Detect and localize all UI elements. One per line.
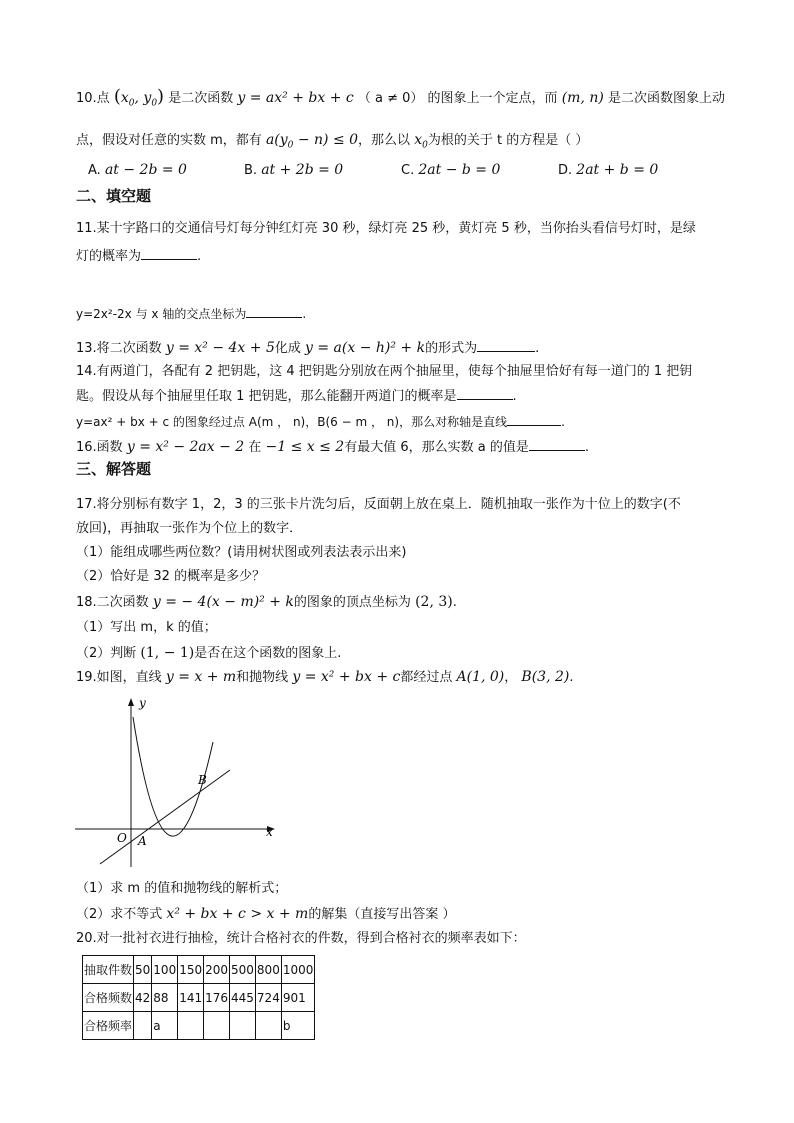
section-fill-in-title: 二、填空题 <box>76 187 152 205</box>
q17-part2: （2）恰好是 32 的概率是多少？ <box>76 569 266 584</box>
q17-line1: 17.将分别标有数字 1，2，3 的三张卡片洗匀后，反面朝上放在桌上．随机抽取一张作为十位上的数字(不 <box>76 497 681 512</box>
answer-blank[interactable] <box>457 386 513 400</box>
q19-figure <box>70 692 285 872</box>
q16-line: 16.函数 y = x² − 2ax − 2 在 −1 ≤ x ≤ 2有最大值 6，那么实数 a 的值是 . <box>76 439 589 455</box>
q10-line1: 10.点 ($x_0$, $y_0$) 是二次函数 y = ax² + bx + c （ a ≠ 0） 的图象上一个定点，而 (m, n) 是二次函数图象上动 <box>76 86 725 109</box>
q10-line2: 点，假设对任意的实数 m，都有 $a(y_0 - n) \le 0$，那么以 $x_0$为根的关于 t 的方程是（ ） <box>76 132 589 151</box>
answer-blank[interactable] <box>246 304 302 318</box>
answer-blank[interactable] <box>141 246 197 260</box>
q10-option-d: D. 2at + b = 0 <box>558 162 659 178</box>
table-row: 合格频数 42 88 141 176 445 724 901 <box>83 984 315 1012</box>
q18-part1: （1）写出 m，k 的值； <box>76 620 217 635</box>
q17-line2: 放回)，再抽取一张作为个位上的数字． <box>76 521 303 536</box>
q11-line1: 11.某十字路口的交通信号灯每分钟红灯亮 30 秒，绿灯亮 25 秒，黄灯亮 5 秒，当你抬头看信号灯时，是绿 <box>76 221 696 236</box>
line-curve <box>100 770 230 864</box>
q11-line2: 灯的概率为 . <box>76 246 201 266</box>
q18-part2: （2）判断 (1, − 1)是否在这个函数的图象上. <box>76 645 342 661</box>
q19-part1: （1）求 m 的值和抛物线的解析式； <box>76 881 288 896</box>
section-solve-title: 三、解答题 <box>76 460 152 478</box>
y-axis-label: y <box>139 696 146 710</box>
q10-option-c: C. 2at − b = 0 <box>401 162 501 178</box>
q19-part2: （2）求不等式 x² + bx + c > x + m的解集（直接写出答案 ） <box>76 906 456 922</box>
q13-line: 13.将二次函数 y = x² − 4x + 5化成 y = a(x − h)² + k的形式为 . <box>76 340 540 356</box>
q14-line2: 匙。假设从每个抽屉里任取 1 把钥匙，那么能翻开两道门的概率是 . <box>76 386 517 406</box>
q17-part1: （1）能组成哪些两位数？(请用树状图或列表法表示出来) <box>76 545 407 560</box>
y-axis-arrow <box>128 698 134 706</box>
q15-line: y=ax² + bx + c 的图象经过点 A(m ， n)，B(6 − m ， n)，那么对称轴是直线 . <box>76 412 565 431</box>
q10-function: y = ax² + bx + c <box>237 90 354 106</box>
q19-line: 19.如图，直线 y = x + m和抛物线 y = x² + bx + c都经过点 A(1, 0)， B(3, 2). <box>76 669 574 685</box>
frequency-table <box>82 955 315 1040</box>
table-row: 抽取件数 50 100 150 200 500 800 1000 <box>83 956 315 984</box>
point-a-label: A <box>138 834 147 848</box>
q12-line: y=2x²-2x 与 x 轴的交点坐标为 . <box>76 304 306 323</box>
q18-line: 18.二次函数 y = − 4(x − m)² + k的图象的顶点坐标为 (2, 3). <box>76 594 457 610</box>
table-row: 合格频率 a b <box>83 1012 315 1040</box>
origin-label: O <box>117 831 127 845</box>
q20-line: 20.对一批衬衣进行抽检，统计合格衬衣的件数，得到合格衬衣的频率表如下： <box>76 931 526 946</box>
answer-blank[interactable] <box>507 412 561 426</box>
q10-option-a: A. at − 2b = 0 <box>88 162 187 178</box>
answer-blank[interactable] <box>529 437 585 451</box>
answer-blank[interactable] <box>477 338 535 352</box>
x-axis-label: x <box>266 825 273 839</box>
q10-option-b: B. at + 2b = 0 <box>244 162 344 178</box>
q14-line1: 14.有两道门，各配有 2 把钥匙，这 4 把钥匙分别放在两个抽屉里，使每个抽屉里恰好有每一道门的 1 把钥 <box>76 364 693 379</box>
point-b-label: B <box>198 773 207 787</box>
